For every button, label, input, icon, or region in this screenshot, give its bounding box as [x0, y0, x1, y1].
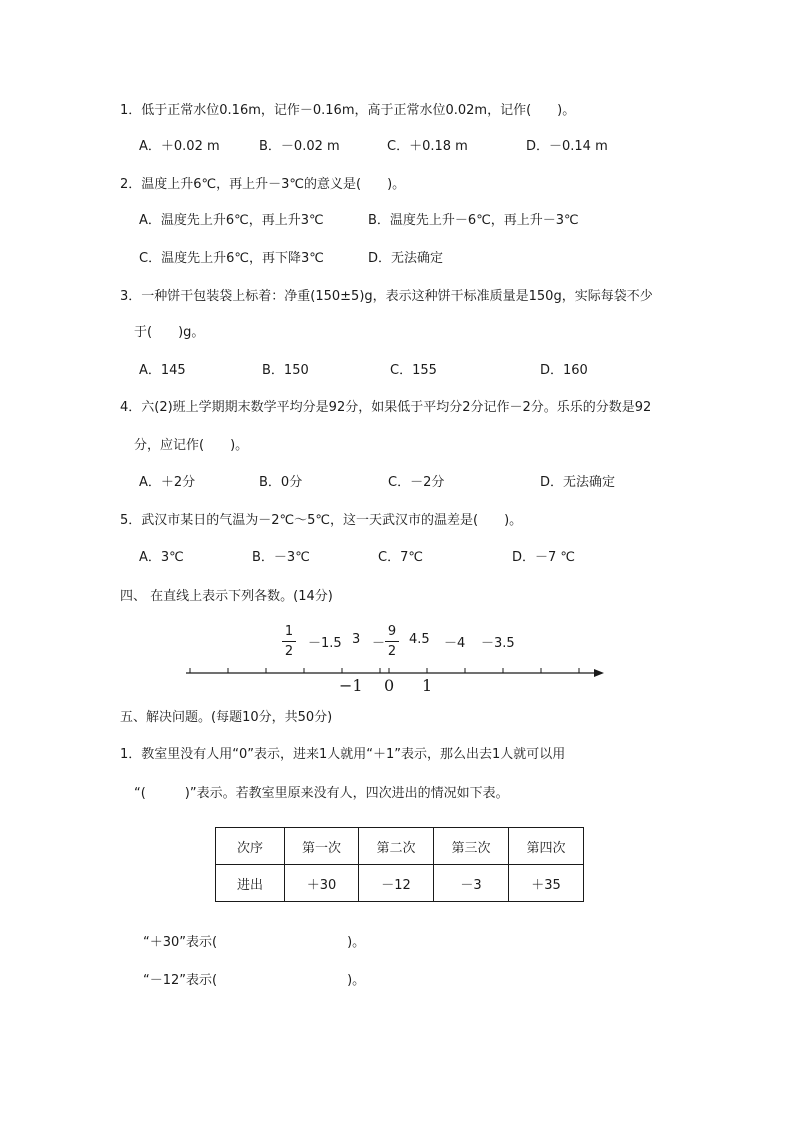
value-neg-sign: －: [372, 636, 386, 651]
q2-option-c: C．温度先上升6℃，再下降3℃: [139, 251, 324, 266]
q1-option-d: D．－0.14 m: [526, 139, 608, 154]
section5-q1-stem-cont: “( )”表示。若教室里原来没有人，四次进出的情况如下表。: [134, 786, 509, 801]
axis-label-1: 1: [422, 676, 433, 695]
q4-option-a: A．＋2分: [139, 475, 196, 490]
table-cell: 第二次: [359, 828, 434, 865]
table-cell: ＋30: [285, 865, 359, 902]
q4-option-c: C．－2分: [388, 475, 445, 490]
fraction-denominator: 2: [284, 644, 294, 659]
q4-option-d: D．无法确定: [540, 475, 616, 490]
q3-stem: 3．一种饼干包装袋上标着：净重(150±5)g，表示这种饼干标准质量是150g，实际每袋不少: [120, 289, 653, 304]
section5-q1-stem: 1．教室里没有人用“0”表示，进来1人就用“＋1”表示，那么出去1人就可以用: [120, 747, 566, 762]
q2-option-b: B．温度先上升－6℃，再上升－3℃: [368, 213, 579, 228]
table-header-row: [216, 828, 584, 865]
number-line-arrow: [594, 669, 604, 677]
fraction-numerator: 1: [284, 624, 294, 639]
q5-option-c: C．7℃: [378, 550, 423, 565]
value-neg-4: －4: [444, 636, 466, 651]
fraction-one-half: [282, 624, 296, 659]
table-cell: 进出: [216, 865, 285, 902]
q3-option-c: C．155: [390, 363, 437, 378]
q2-stem: 2．温度上升6℃，再上升－3℃的意义是( )。: [120, 177, 406, 192]
table-cell: 第四次: [509, 828, 584, 865]
table-cell: －3: [434, 865, 509, 902]
q4-stem: 4．六(2)班上学期期末数学平均分是92分，如果低于平均分2分记作－2分。乐乐的分数是92: [120, 400, 652, 415]
q1-option-c: C．＋0.18 m: [387, 139, 468, 154]
q4-option-b: B．0分: [259, 475, 303, 490]
q5-option-d: D．－7 ℃: [512, 550, 576, 565]
fraction-nine-halves: [385, 624, 399, 659]
q2-option-a: A．温度先上升6℃，再上升3℃: [139, 213, 324, 228]
q1-stem: 1．低于正常水位0.16m，记作－0.16m，高于正常水位0.02m，记作( )。: [120, 103, 576, 118]
table-row: [216, 865, 584, 902]
q3-option-d: D．160: [540, 363, 588, 378]
table-cell: ＋35: [509, 865, 584, 902]
fraction-denominator: 2: [387, 644, 397, 659]
table-cell: －12: [359, 865, 434, 902]
q3-stem-cont: 于( )g。: [134, 325, 205, 340]
q3-option-a: A．145: [139, 363, 186, 378]
table-cell: 第三次: [434, 828, 509, 865]
fraction-bar: [385, 641, 399, 642]
answer-blank-minus-12: “－12”表示( )。: [143, 973, 366, 988]
table-cell: 次序: [216, 828, 285, 865]
q5-option-a: A．3℃: [139, 550, 184, 565]
value-neg-1-5: －1.5: [308, 636, 342, 651]
q3-option-b: B．150: [262, 363, 309, 378]
axis-label-0: 0: [384, 676, 395, 695]
value-neg-3-5: －3.5: [481, 636, 515, 651]
answer-blank-plus-30: “＋30”表示( )。: [143, 935, 366, 950]
q2-option-d: D．无法确定: [368, 251, 444, 266]
fraction-numerator: 9: [387, 624, 397, 639]
q5-stem: 5．武汉市某日的气温为－2℃～5℃，这一天武汉市的温差是( )。: [120, 513, 523, 528]
table-cell: 第一次: [285, 828, 359, 865]
section4-heading: 四、 在直线上表示下列各数。(14分): [120, 589, 333, 604]
fraction-bar: [282, 641, 296, 642]
section5-heading: 五、解决问题。(每题10分，共50分): [120, 710, 333, 725]
q5-option-b: B．－3℃: [252, 550, 310, 565]
value-3: 3: [352, 632, 361, 647]
q1-option-b: B．－0.02 m: [259, 139, 340, 154]
number-line: [180, 664, 610, 684]
axis-label-neg-1: −1: [339, 676, 363, 695]
q1-option-a: A．＋0.02 m: [139, 139, 220, 154]
value-4-5: 4.5: [409, 632, 430, 647]
q4-stem-cont: 分，应记作( )。: [134, 438, 249, 453]
entry-exit-table: [215, 827, 584, 902]
